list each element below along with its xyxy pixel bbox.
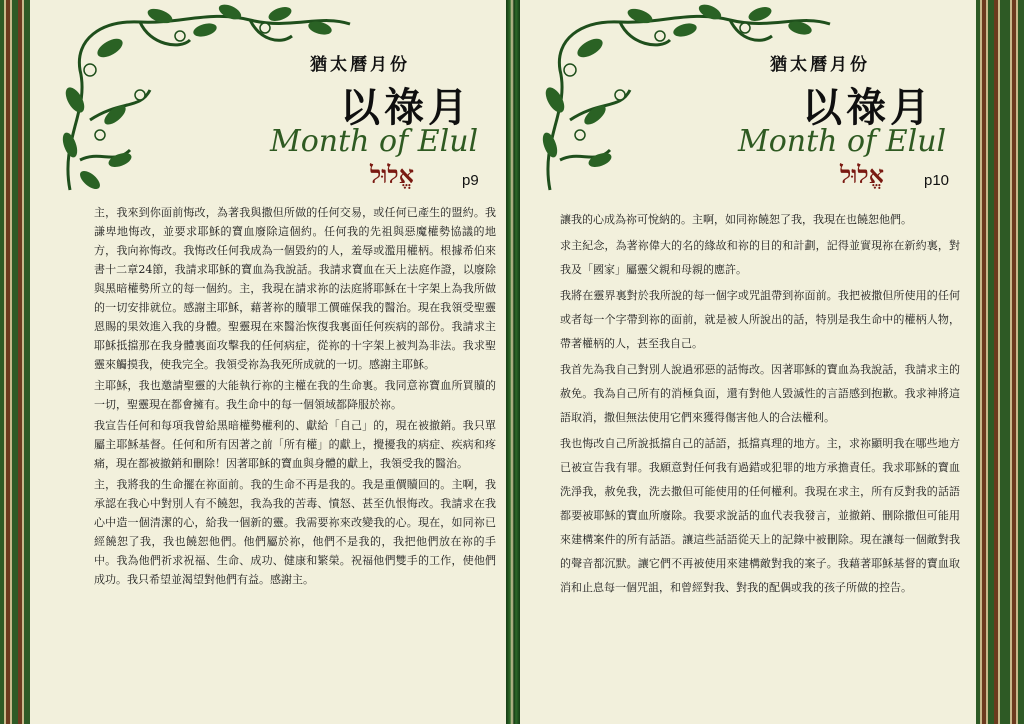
heading-elul-chinese: 以祿月 bbox=[802, 84, 934, 131]
paragraph: 主，我來到你面前悔改，為著我與撒但所做的任何交易，或任何已產生的盟約。我謙卑地悔改，並要求耶穌的寶血廢除這個約。任何我的先祖與惡魔權勢協議的地方，我向祢悔改。我悔改任何我成為一個毀約的人，羞辱或濫用權柄。根據希伯來書十二章24節，我請求耶穌的寶血為我說話。我請求寶血在天上法庭作證，以廢除與黑暗權勢所立的每一個約。主，我現在請求祢的法庭將耶穌在十字架上為我所做的一切安排就位。感謝主耶穌，藉著祢的贖罪工價確保我的醫治。現在我領受聖靈恩賜的果效進入我的身體。聖靈現在來醫治恢復我裏面任何疾病的部份。我請求主耶穌抵擋那在我身體裏面攻擊我的任何病症，從祢的十字架上被判為非法。我求聖靈來觸摸我，使我完全。我領受祢為我死所成就的一切。感謝主耶穌。 bbox=[94, 206, 496, 371]
page-right bbox=[520, 0, 976, 724]
body-text bbox=[94, 203, 496, 591]
paragraph: 我將在靈界裏對於我所說的每一個字或咒詛帶到祢面前。我把被撒但所使用的任何或者每一个字帶到祢的面前，就是被人所說出的話，特別是我生命中的權柄人物，帶著權柄的人，甚至我自己。 bbox=[560, 289, 960, 350]
heading-jewish-month: 猶太曆月份 bbox=[770, 55, 870, 75]
body-text bbox=[560, 208, 960, 602]
heading-elul-chinese: 以祿月 bbox=[340, 84, 472, 131]
heading-jewish-month: 猶太曆月份 bbox=[310, 55, 410, 75]
heading-elul-hebrew: אֱלוּל bbox=[840, 160, 885, 189]
paragraph: 我也悔改自己所說抵擋自己的話語，抵擋真理的地方。主，求祢顯明我在哪些地方已被宣告我有罪。我願意對任何我有過錯或犯罪的地方承擔責任。我求耶穌的寶血洗淨我，赦免我，洗去撒但可能使用的任何權利。我現在求主，所有反對我的話語都要被耶穌的寶血所廢除。我要求說話的血代表我發言，並撤銷、刪除撒但可能用來建構案件的所有話語。讓這些話語從天上的記錄中被刪除。現在讓每一個敵對我的聲音都沉默。讓它們不再被使用來建構敵對我的案子。我藉著耶穌基督的寶血取消和止息每一個咒詛，和曾經對我、對我的配偶或我的孩子所做的控告。 bbox=[560, 437, 960, 594]
paragraph: 我首先為我自己對別人說過邪惡的話悔改。因著耶穌的寶血為我說話，我請求主的赦免。我為自己所有的消極負面，還有對他人毀滅性的言語感到抱歉。我求神將這語取消，撒但無法使用它們來獲得傷害他人的合法權利。 bbox=[560, 363, 960, 424]
right-decorative-border bbox=[976, 0, 1024, 724]
page-number: p9 bbox=[462, 172, 479, 189]
paragraph: 求主紀念，為著祢偉大的名的緣故和祢的目的和計劃，記得並實現祢在新約裏，對我及「國家」屬靈父親和母親的應許。 bbox=[560, 239, 960, 276]
paragraph: 主耶穌，我也邀請聖靈的大能執行祢的主權在我的生命裏。我同意祢寶血所買贖的一切，聖靈現在都會擁有。我生命中的每一個領域都降服於祢。 bbox=[94, 379, 496, 411]
heading-month-of-elul: Month of Elul bbox=[738, 124, 947, 159]
paragraph: 讓我的心成為祢可悅納的。主啊，如同祢饒恕了我，我現在也饒恕他們。 bbox=[560, 213, 912, 226]
heading-elul-hebrew: אֱלוּל bbox=[370, 160, 415, 189]
paragraph: 我宣告任何和每項我曾給黑暗權勢權利的、獻給「自己」的，現在被撤銷。我只單屬主耶穌基督。任何和所有因著之前「所有權」的獻上，攪擾我的病症、疾病和疼痛，現在都被撤銷和刪除！因著耶穌的寶血與身體的獻上，我領受我的醫治。 bbox=[94, 419, 496, 470]
center-divider bbox=[506, 0, 520, 724]
left-decorative-border bbox=[0, 0, 30, 724]
heading-month-of-elul: Month of Elul bbox=[270, 124, 479, 159]
page-left bbox=[30, 0, 506, 724]
paragraph: 主，我將我的生命擺在祢面前。我的生命不再是我的。我是重價贖回的。主啊，我承認在我心中對別人有不饒恕，我為我的苦毒、憤怒、甚至仇恨悔改。我請求在我心中造一個清潔的心，給我一個新的靈。我需要祢來改變我的心。現在，如同祢已經饒恕了我，我也饒恕他們。他們屬於祢，他們不是我的，我把他們放在祢的手中。我為他們祈求祝福、生命、成功、健康和繁榮。祝福他們雙手的工作，使他們成功。我只希望並渴望對他們有益。感謝主。 bbox=[94, 478, 496, 586]
page-number: p10 bbox=[924, 172, 950, 189]
